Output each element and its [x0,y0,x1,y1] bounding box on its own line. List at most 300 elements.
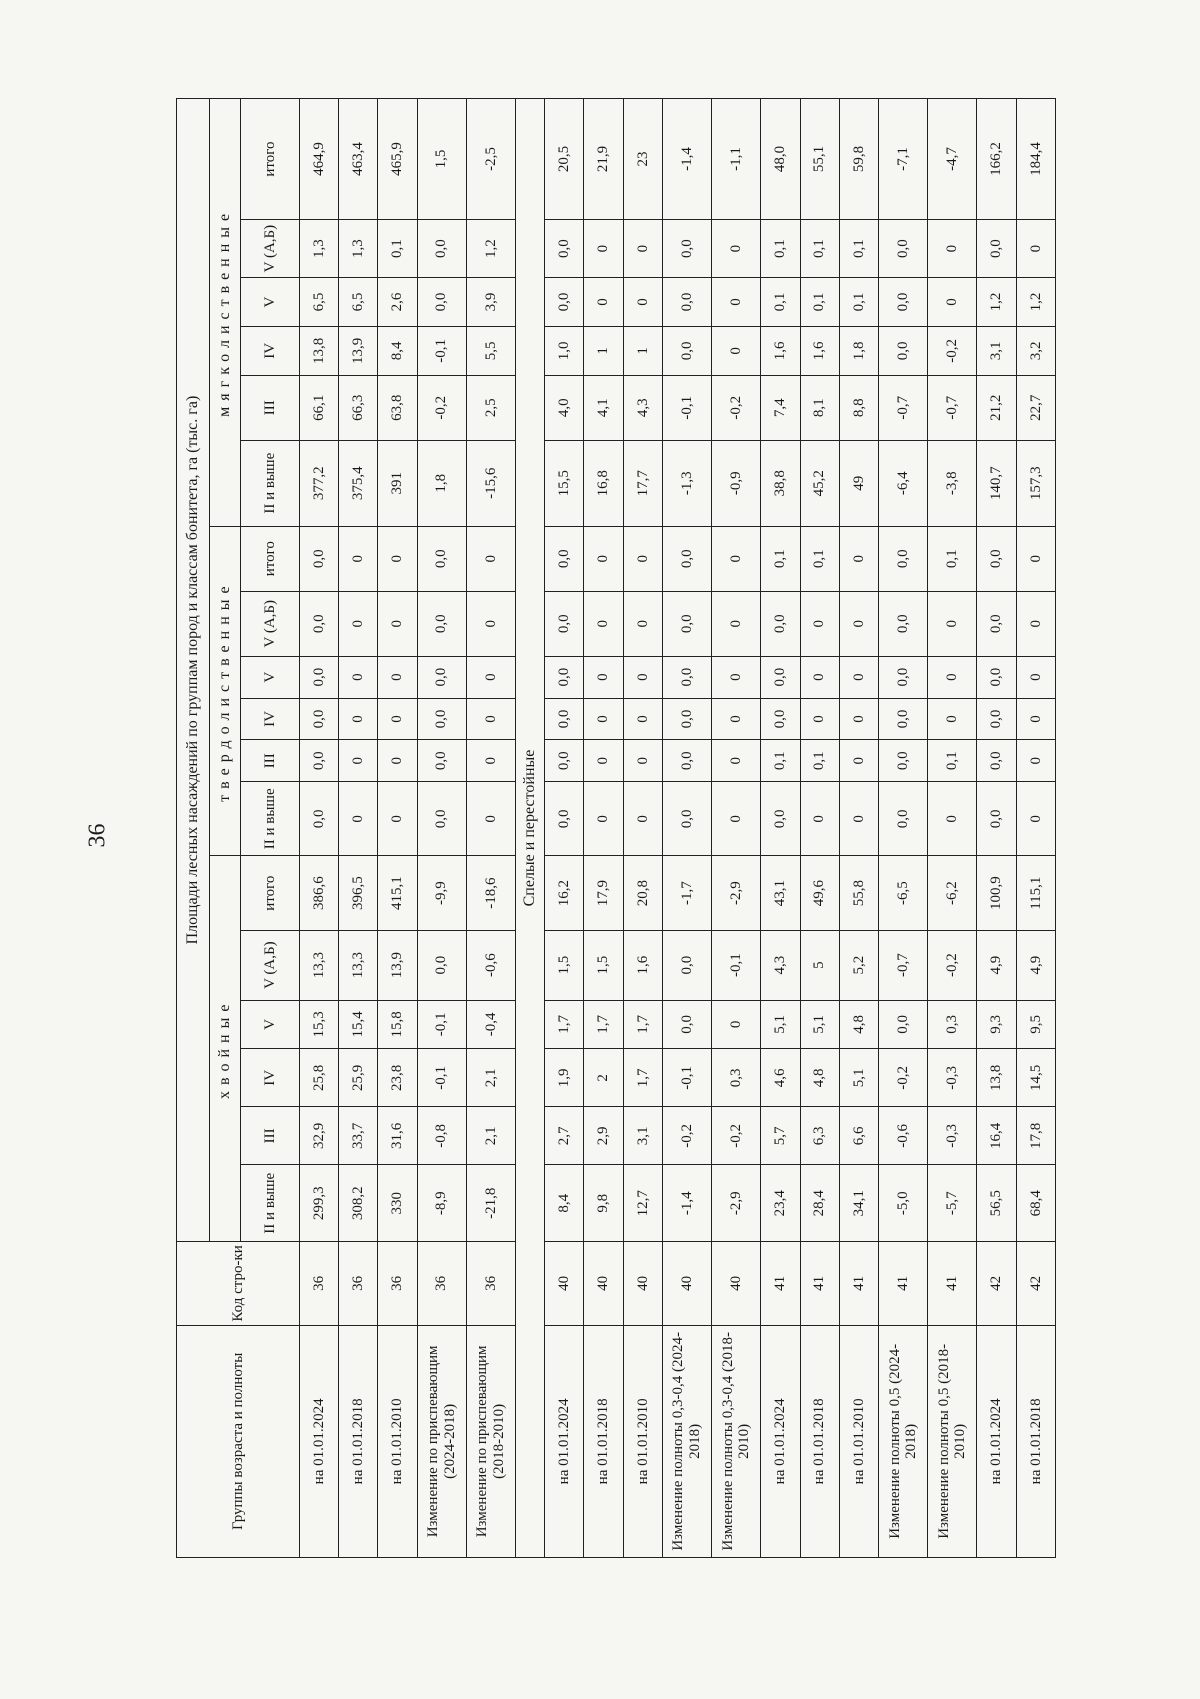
subcolumn-header: II и выше [241,1165,300,1242]
table-cell: -0,3 [928,1049,977,1107]
table-cell: 12,7 [623,1165,662,1242]
table-cell: 16,4 [977,1107,1016,1165]
table-cell: 0 [1016,526,1055,591]
table-cell: 5,5 [466,326,515,375]
section-separator [516,99,545,1558]
table-cell: -3,8 [928,440,977,526]
table-cell: 0 [466,656,515,698]
table-cell: 0,0 [300,782,339,856]
table-cell: -0,1 [712,930,761,1000]
table-cell: 0 [712,782,761,856]
table-cell: 0 [839,656,878,698]
table-cell: -2,5 [466,99,515,220]
table-cell: -0,2 [928,930,977,1000]
table-cell: 0,1 [761,740,800,782]
table-cell: 8,1 [800,375,839,440]
table-cell: 0,0 [662,326,711,375]
table-cell: 1,9 [545,1049,584,1107]
table-cell: 0,0 [878,782,927,856]
table-cell: 0,0 [417,930,466,1000]
table-cell: 0 [584,782,623,856]
table-cell: -0,9 [712,440,761,526]
table-cell: 0,0 [300,526,339,591]
table-cell: 5,1 [761,1000,800,1049]
subcolumn-header: итого [241,856,300,930]
table-cell: -0,6 [878,1107,927,1165]
table-cell: 0 [800,698,839,740]
table-cell: 23,8 [378,1049,417,1107]
row-code: 40 [662,1242,711,1326]
table-row [928,99,977,1558]
table-cell: 1,2 [466,220,515,278]
group-header-hardwoods: твердолиственные [210,526,241,856]
table-cell: 17,8 [1016,1107,1055,1165]
table-cell: 0,1 [761,526,800,591]
table-cell: 32,9 [300,1107,339,1165]
row-code: 40 [545,1242,584,1326]
table-cell: 0,3 [712,1049,761,1107]
table-cell: 0 [839,740,878,782]
table-cell: 0,0 [545,278,584,327]
table-cell: 0 [584,526,623,591]
table-cell: 3,1 [623,1107,662,1165]
table-cell: 0,0 [417,220,466,278]
table-cell: 0,0 [417,740,466,782]
subcolumn-header: V [241,278,300,327]
table-cell: 1,6 [800,326,839,375]
table-cell: 464,9 [300,99,339,220]
table-cell: 0 [928,220,977,278]
table-cell: 8,4 [378,326,417,375]
table-cell: 4,6 [761,1049,800,1107]
table-cell: 0 [1016,591,1055,656]
table-row [761,99,800,1558]
table-cell: 0 [623,782,662,856]
table-cell: 56,5 [977,1165,1016,1242]
table-cell: 0 [712,740,761,782]
table-cell: 0,0 [878,1000,927,1049]
subcolumn-header: III [241,375,300,440]
table-cell: 308,2 [339,1165,378,1242]
row-code: 41 [878,1242,927,1326]
table-cell: 15,5 [545,440,584,526]
table-cell: 0 [584,591,623,656]
table-cell: 4,0 [545,375,584,440]
table-cell: 1,5 [417,99,466,220]
row-code: 40 [584,1242,623,1326]
table-cell: 0 [378,526,417,591]
table-cell: 0 [623,740,662,782]
row-code: 36 [339,1242,378,1326]
subcolumn-header: итого [241,526,300,591]
table-cell: 8,4 [545,1165,584,1242]
table-cell: 2,5 [466,375,515,440]
table-row [378,99,417,1558]
table-cell: 0 [928,782,977,856]
table-cell: 0,0 [417,526,466,591]
table-row [712,99,761,1558]
table-cell: 0,0 [977,220,1016,278]
table-cell: 184,4 [1016,99,1055,220]
table-cell: 17,7 [623,440,662,526]
table-cell: 5 [800,930,839,1000]
table-cell: 0,0 [545,740,584,782]
table-cell: 0,0 [545,698,584,740]
table-cell: 0 [928,278,977,327]
table-cell: 0 [466,526,515,591]
table-cell: 1,7 [545,1000,584,1049]
table-cell: 0,0 [545,220,584,278]
subcolumn-header: IV [241,1049,300,1107]
table-cell: 0 [623,278,662,327]
table-cell: 0 [839,526,878,591]
table-cell: 0 [584,740,623,782]
table-cell: 465,9 [378,99,417,220]
table-cell: 0 [339,698,378,740]
table-cell: 115,1 [1016,856,1055,930]
table-cell: 1,3 [300,220,339,278]
table-cell: 13,9 [339,326,378,375]
table-cell: 2,9 [584,1107,623,1165]
table-cell: 0 [712,656,761,698]
table-cell: 0,0 [878,326,927,375]
row-label: на 01.01.2010 [378,1325,417,1557]
table-cell: 33,7 [339,1107,378,1165]
table-cell: 391 [378,440,417,526]
table-cell: 0 [584,278,623,327]
table-cell: 0 [339,591,378,656]
table-cell: 22,7 [1016,375,1055,440]
table-cell: -0,7 [928,375,977,440]
table-cell: 1,5 [545,930,584,1000]
table-cell: 386,6 [300,856,339,930]
table-cell: 0,0 [761,656,800,698]
table-row [300,99,339,1558]
row-code: 40 [623,1242,662,1326]
table-row [800,99,839,1558]
table-cell: 0,0 [662,220,711,278]
table-cell: 5,7 [761,1107,800,1165]
table-cell: 0,0 [878,526,927,591]
table-cell: 6,5 [300,278,339,327]
table-cell: 0 [1016,656,1055,698]
table-cell: 0,0 [545,591,584,656]
subcolumn-header: итого [241,99,300,220]
row-label: Изменение полноты 0,5 (2018-2010) [928,1325,977,1557]
table-cell: 0 [1016,740,1055,782]
table-cell: -0,6 [466,930,515,1000]
table-cell: 0 [378,656,417,698]
table-cell: 13,3 [300,930,339,1000]
table-cell: 55,1 [800,99,839,220]
table-cell: 0 [623,591,662,656]
table-row [466,99,515,1558]
subcolumn-header: II и выше [241,440,300,526]
table-cell: 23,4 [761,1165,800,1242]
table-cell: -18,6 [466,856,515,930]
table-cell: 0,1 [800,278,839,327]
table-cell: 0 [928,698,977,740]
table-cell: 3,9 [466,278,515,327]
table-cell: -0,1 [417,326,466,375]
table-cell: 0 [800,656,839,698]
row-code: 36 [417,1242,466,1326]
table-cell: 3,2 [1016,326,1055,375]
row-code: 41 [761,1242,800,1326]
table-cell: -0,1 [662,1049,711,1107]
row-label: Изменение по приспевающим (2024-2018) [417,1325,466,1557]
table-cell: 25,9 [339,1049,378,1107]
table-cell: 25,8 [300,1049,339,1107]
table-cell: 0,0 [662,930,711,1000]
table-cell: 0,0 [417,698,466,740]
table-cell: 14,5 [1016,1049,1055,1107]
row-code: 41 [800,1242,839,1326]
table-cell: -4,7 [928,99,977,220]
table-cell: 0 [466,591,515,656]
row-label: на 01.01.2010 [839,1325,878,1557]
row-code: 40 [712,1242,761,1326]
table-cell: -8,9 [417,1165,466,1242]
table-cell: 31,6 [378,1107,417,1165]
table-cell: 1,5 [584,930,623,1000]
table-cell: -0,1 [417,1049,466,1107]
row-label: на 01.01.2024 [545,1325,584,1557]
table-cell: 463,4 [339,99,378,220]
row-code: 42 [1016,1242,1055,1326]
table-cell: 0,0 [977,591,1016,656]
table-cell: 6,6 [839,1107,878,1165]
table-cell: 0,0 [545,526,584,591]
table-cell: -1,1 [712,99,761,220]
section-title: Спелые и перестойные [516,99,545,1558]
row-label: на 01.01.2024 [761,1325,800,1557]
table-cell: 0,1 [800,220,839,278]
table-cell: 0,0 [977,698,1016,740]
table-cell: 0,0 [761,591,800,656]
table-cell: -0,2 [712,375,761,440]
row-label: на 01.01.2018 [339,1325,378,1557]
table-cell: 15,3 [300,1000,339,1049]
table-cell: 0 [584,698,623,740]
table-cell: -1,4 [662,1165,711,1242]
table-cell: 23 [623,99,662,220]
table-cell: 0 [466,698,515,740]
row-header: Группы возраста и полноты [177,1325,300,1557]
table-cell: -15,6 [466,440,515,526]
table-row [623,99,662,1558]
table-cell: 0,1 [839,278,878,327]
table-cell: 2 [584,1049,623,1107]
table-cell: 0,0 [977,740,1016,782]
table-cell: 0,1 [761,220,800,278]
table-cell: 166,2 [977,99,1016,220]
table-cell: 0,1 [800,740,839,782]
table-cell: 0 [466,782,515,856]
table-cell: 3,1 [977,326,1016,375]
row-code: 36 [378,1242,417,1326]
table-cell: -7,1 [878,99,927,220]
table-cell: 8,8 [839,375,878,440]
table-cell: 5,1 [800,1000,839,1049]
row-code: 36 [466,1242,515,1326]
table-body [300,99,1056,1558]
subcolumn-header: III [241,740,300,782]
table-cell: 1,7 [623,1000,662,1049]
row-label: на 01.01.2018 [800,1325,839,1557]
subcolumn-header: V (А,Б) [241,591,300,656]
table-cell: 1,2 [977,278,1016,327]
table-cell: 415,1 [378,856,417,930]
table-cell: 0,0 [878,220,927,278]
table-cell: 1 [584,326,623,375]
table-cell: 0,0 [662,782,711,856]
table-cell: 0 [623,698,662,740]
row-label: Изменение полноты 0,3-0,4 (2018-2010) [712,1325,761,1557]
table-cell: 0 [712,1000,761,1049]
table-cell: -1,4 [662,99,711,220]
table-cell: 0,0 [977,656,1016,698]
table-cell: 0 [378,698,417,740]
row-label: на 01.01.2024 [977,1325,1016,1557]
table-cell: 4,1 [584,375,623,440]
table-cell: -1,3 [662,440,711,526]
rotated-table-container [176,98,1056,1558]
table-cell: 9,8 [584,1165,623,1242]
table-cell: 0,0 [977,782,1016,856]
table-cell: 4,9 [1016,930,1055,1000]
table-cell: -0,1 [417,1000,466,1049]
table-cell: 0 [1016,220,1055,278]
table-cell: 4,3 [761,930,800,1000]
table-cell: -9,9 [417,856,466,930]
table-cell: 0 [623,220,662,278]
table-cell: 1,8 [417,440,466,526]
table-cell: 0,0 [417,591,466,656]
table-cell: 100,9 [977,856,1016,930]
subcolumn-header: V [241,656,300,698]
table-cell: 0,1 [761,278,800,327]
table-cell: 63,8 [378,375,417,440]
table-cell: 0 [712,278,761,327]
table-cell: 5,2 [839,930,878,1000]
table-cell: -0,8 [417,1107,466,1165]
table-cell: 0,0 [977,526,1016,591]
table-cell: 13,8 [977,1049,1016,1107]
table-cell: -6,5 [878,856,927,930]
table-cell: 0 [800,782,839,856]
table-cell: -0,4 [466,1000,515,1049]
table-cell: -2,9 [712,1165,761,1242]
table-cell: -5,0 [878,1165,927,1242]
table-cell: 0,0 [878,740,927,782]
table-cell: 0,0 [662,656,711,698]
table-cell: 5,1 [839,1049,878,1107]
table-cell: 0 [378,591,417,656]
table-cell: 375,4 [339,440,378,526]
table-cell: 0 [339,782,378,856]
table-cell: 0 [1016,782,1055,856]
table-cell: 2,1 [466,1107,515,1165]
table-cell: 0 [800,591,839,656]
subcolumn-header: V (А,Б) [241,220,300,278]
table-row [878,99,927,1558]
table-row [662,99,711,1558]
table-cell: 0 [584,220,623,278]
subcolumn-header: V [241,1000,300,1049]
table-cell: 0,0 [300,740,339,782]
table-cell: 157,3 [1016,440,1055,526]
table-cell: -0,2 [662,1107,711,1165]
table-cell: 0,0 [662,698,711,740]
row-code: 41 [928,1242,977,1326]
table-cell: 0,0 [761,698,800,740]
table-cell: -2,9 [712,856,761,930]
table-cell: -0,2 [417,375,466,440]
table-cell: 0,3 [928,1000,977,1049]
group-header-softwoods: мягколиственные [210,99,241,527]
table-cell: 55,8 [839,856,878,930]
subcolumn-header: V (А,Б) [241,930,300,1000]
row-label: Изменение полноты 0,3-0,4 (2024-2018) [662,1325,711,1557]
table-row [584,99,623,1558]
table-cell: 0 [712,591,761,656]
table-cell: 13,9 [378,930,417,1000]
table-cell: 0,0 [878,698,927,740]
table-cell: 0 [839,782,878,856]
table-cell: 0 [584,656,623,698]
table-cell: 0,0 [878,591,927,656]
table-row [1016,99,1055,1558]
table-cell: 0 [839,591,878,656]
table-cell: 68,4 [1016,1165,1055,1242]
table-cell: 0 [712,526,761,591]
table-cell: -0,7 [878,930,927,1000]
table-cell: 2,1 [466,1049,515,1107]
table-cell: 0,0 [417,278,466,327]
table-cell: 38,8 [761,440,800,526]
table-cell: 0,0 [662,278,711,327]
table-cell: -21,8 [466,1165,515,1242]
table-cell: 1 [623,326,662,375]
table-cell: 0,0 [300,656,339,698]
table-cell: -5,7 [928,1165,977,1242]
table-cell: 377,2 [300,440,339,526]
table-cell: 0,0 [662,591,711,656]
table-cell: 0,0 [878,656,927,698]
table-cell: 0 [466,740,515,782]
table-cell: 0,0 [545,782,584,856]
table-cell: 0 [378,782,417,856]
table-cell: 0,0 [878,278,927,327]
table-cell: 4,3 [623,375,662,440]
table-cell: 0 [623,656,662,698]
table-cell: 59,8 [839,99,878,220]
table-cell: -6,2 [928,856,977,930]
row-code: 42 [977,1242,1016,1326]
table-cell: 0 [712,698,761,740]
page-number: 36 [84,823,111,848]
table-cell: 0 [712,326,761,375]
table-cell: -6,4 [878,440,927,526]
table-cell: 2,6 [378,278,417,327]
table-cell: 0,0 [545,656,584,698]
table-cell: 0 [712,220,761,278]
row-label: на 01.01.2010 [623,1325,662,1557]
table-cell: -0,2 [712,1107,761,1165]
row-label: на 01.01.2024 [300,1325,339,1557]
table-cell: 1,6 [623,930,662,1000]
